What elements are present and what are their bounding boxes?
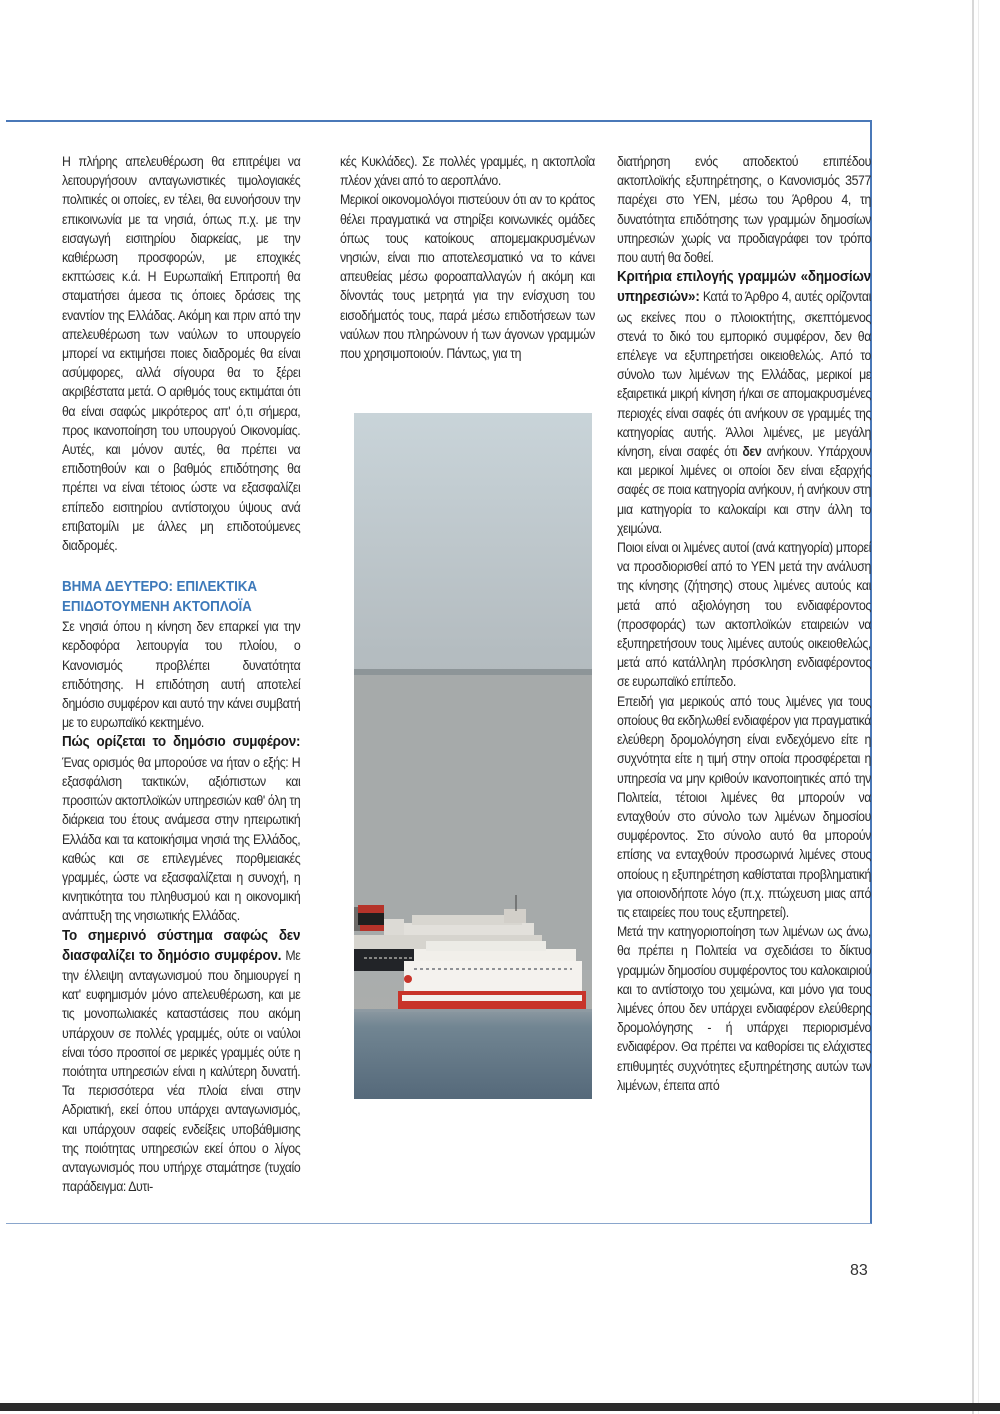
emphasis-bold: δεν <box>742 444 762 460</box>
ships-at-sea-image <box>354 413 592 1099</box>
paragraph: Μερικοί οικονομολόγοι πιστεύουν ότι αν το κράτος θέλει πραγματικά να στηρίξει κοινωνικές ομάδες όπως τους κατοίκους απομεμακρυσμένων νησιών, είναι πιο αποτελεσματικό να το κάνει απευθείας μέσω φοροαπαλλαγών ή ακόμη και δίνοντάς τους μετρητά για την ενίσχυση του εισοδήματός τους, παρά μέσω επιδοτήσεων των ναύλων που πληρώνουν ή των άγονων γραμμών που χρησιμοποιούν. Πάντως, για τη <box>340 192 595 362</box>
paragraph: Η πλήρης απελευθέρωση θα επιτρέψει να λειτουργήσουν ανταγωνιστικές τιμολογιακές πολιτικές οι οποίες, εν τέλει, θα ευνοήσουν την επικοινωνία με τα νησιά, όπως π.χ. με την εισαγωγή εισιτηρίου διαρκείας, με την καθιέρωση προσφορών, με εποχικές εκπτώσεις κ.ά. Η Ευρωπαϊκή Επιτροπή θα σταματήσει άμεσα τις όποιες δράσεις της εναντίον της Ελλάδας. Ακόμη και πριν από την απελευθέρωση των ναύλων το υπουργείο μπορεί να εκτιμήσει ποιες διαδρομές θα είναι ασύμφορες, αλλά σίγουρα θα το ξέρει ακριβέστατα μετά. Ο αριθμός τους εκτιμάται ότι θα είναι σαφώς μικρότερος απ' ό,τι σήμερα, προς ικανοποίηση του υπουργού Οικονομίας. Αυτές, και μόνον αυτές, θα πρέπει να επιδοτηθούν και ο βαθμός επιδότησης θα πρέπει να είναι τέτοιος ώστε να εξασφαλίζει επίπεδο εισιτηρίου αντίστοιχου ύψους ανά επιβατομίλι με άλλες μη επιδοτούμενες διαδρομές. <box>62 154 301 554</box>
bottom-edge-bar <box>0 1403 1000 1411</box>
paragraph-text: ανήκουν. Υπάρχουν και μερικοί λιμένες οι οποίοι δεν είναι εξαρχής σαφές σε ποια κατηγορία ανήκουν, ή ανήκουν στη μια κατηγορία το καλοκαίρι και στην άλλη το χειμώνα. <box>617 444 871 536</box>
paragraph <box>62 732 300 925</box>
paragraph: Σε νησιά όπου η κίνηση δεν επαρκεί για την κερδοφόρα λειτουργία του πλοίου, ο Κανονισμός προβλέπει δυνατότητα επιδότησης. Η επιδότηση αυτή αποτελεί δημόσιο συμφέρον και αυτό την κάνει συμβατή με το ευρωπαϊκό κεκτημένο. <box>62 619 301 731</box>
paragraph-text: Ένας ορισμός θα μπορούσε να ήταν ο εξής: Η εξασφάλιση τακτικών, αξιόπιστων και προσιτών ακτοπλοϊκών υπηρεσιών καθ' όλη τη διάρκεια του έτους ανάμεσα στην ηπειρωτική Ελλάδα και τα κατοικήσιμα νησιά της Ελλάδος, καθώς και σε επιλεγμένες πορθμειακές γραμμές, ώστε να εξασφαλίζεται η συνοχή, η κινητικότητα του πληθυσμού και η οικονομική ανάπτυξη της νησιωτικής Ελλάδας. <box>62 754 301 924</box>
paragraph: Επειδή για μερικούς από τους λιμένες για τους οποίους θα εκδηλωθεί ενδιαφέρον για πραγματικά ελεύθερη δρομολόγηση είναι ενδεχόμενο είτε η συχνότητα είτε η τιμή στην οποία προσφέρεται η υπηρεσία να μην κριθούν ικανοποιητικές από την Πολιτεία, τέτοιοι λιμένες θα μπορούν να ενταχθούν στο σύνολο των λιμένων δημοσίου συμφέροντος. Στο σύνολο αυτό θα μπορούν επίσης να ενταχθούν προσωρινά λιμένες στους οποίους η εξυπηρέτηση καθίσταται προβληματική για οποιονδήποτε λόγο (π.χ. πτώχευση μιας από τις εταιρείες που τους εξυπηρετεί). <box>617 693 871 920</box>
paragraph-text: Με την έλλειψη ανταγωνισμού που δημιουργεί η κατ' ευφημισμόν μόνο απελευθέρωση, και με τις μονοπωλιακές καταστάσεις που ακόμη υπάρχουν σε πολλές γραμμές, ούτε οι ναύλοι είναι τόσο προσιτοί σε μερικές γραμμές ούτε η ποιότητα υπηρεσιών είναι η καλύτερη δυνατή. Τα περισσότερα νέα πλοία είναι στην Αδριατική, εκεί όπου υπάρχει ανταγωνισμός, και υπάρχουν σαφείς ενδείξεις υποβάθμισης της ποιότητας υπηρεσιών εκεί όπου ο λίγος ανταγωνισμός που υπήρχε σταμάτησε (τυχαίο παράδειγμα: Δυτι- <box>62 947 301 1195</box>
paragraph: Μετά την κατηγοριοποίηση των λιμένων ως άνω, θα πρέπει η Πολιτεία να σχεδιάσει το δίκτυο γραμμών δημοσίου συμφέροντος του καλοκαιριού και το αντίστοιχο του χειμώνα, και μόνο για τους λιμένες όπου δεν υπάρχει ενδιαφέρον ελεύθερης δρομολόγησης - ή υπάρχει περιορισμένο ενδιαφέρον. Θα πρέπει να καθορίσει τις ελάχιστες επιθυμητές συχνότητες εξυπηρέτησης αυτών των λιμένων, έπειτα από <box>617 924 871 1093</box>
paragraph-text: Κατά το Άρθρο 4, αυτές ορίζονται ως εκείνες που ο πλοιοκτήτης, σκεπτόμενος στενά το δικό του εμπορικό συμφέρον, δεν θα επέλεγε να εξυπηρετήσει οικειοθελώς. Από το σύνολο των λιμένων της Ελλάδας, μερικοί με εξαιρετικά μικρή κίνηση ή/και σε απομακρυσμένες περιοχές είναι σαφές ότι ανήκουν σε γραμμές της κατηγορίας αυτής. Άλλοι λιμένες, με μεγάλη κίνηση, είναι σαφές ότι <box>617 289 871 460</box>
ship-photo <box>354 413 592 1099</box>
lead-in-bold: Κριτήρια επιλογής γραμμών «δημοσίων υπηρεσιών»: <box>617 269 871 306</box>
paragraph: Ποιοι είναι οι λιμένες αυτοί (ανά κατηγορία) μπορεί να προσδιορισθεί από το ΥΕΝ μετά την ανάλυση της κίνησης (ζήτησης) στους λιμένες αυτούς και μετά από αξιολόγηση του ενδιαφέροντος (προσφοράς) των ακτοπλοϊκών εταιρειών να εξυπηρετήσουν τους λιμένες αυτούς οικειοθελώς, μετά από κατάλληλη πρόσκληση ενδιαφέροντος σε ευρωπαϊκό επίπεδο. <box>617 540 871 690</box>
paragraph <box>617 267 871 538</box>
page-number: 83 <box>850 1262 868 1279</box>
page-edge <box>972 0 974 1414</box>
lead-in-bold: Πώς ορίζεται το δημόσιο συμφέρον: <box>62 734 301 751</box>
column-2 <box>340 152 595 363</box>
lead-in-bold: Το σημερινό σύστημα σαφώς δεν διασφαλίζει το δημόσιο συμφέρον. <box>62 927 301 964</box>
paragraph: κές Κυκλάδες). Σε πολλές γραμμές, η ακτοπλοΐα πλέον χάνει από το αεροπλάνο. <box>340 154 595 189</box>
column-1 <box>62 152 300 1196</box>
column-3 <box>617 152 871 1095</box>
section-heading: ΒΗΜΑ ΔΕΥΤΕΡΟ: ΕΠΙΛΕΚΤΙΚΑ ΕΠΙΔΟΤΟΥΜΕΝΗ ΑΚΤΟΠΛΟΪΑ <box>62 579 257 615</box>
paragraph: διατήρηση ενός αποδεκτού επιπέδου ακτοπλοϊκής εξυπηρέτησης, ο Κανονισμός 3577 παρέχει στο ΥΕΝ, μέσω του Άρθρου 4, τη δυνατότητα επιδότησης των γραμμών δημοσίων υπηρεσιών χωρίς να προδιαγράφει τον τρόπο που αυτή θα δοθεί. <box>617 154 871 266</box>
page-edge-shadow <box>978 0 979 1414</box>
paragraph <box>62 926 300 1197</box>
